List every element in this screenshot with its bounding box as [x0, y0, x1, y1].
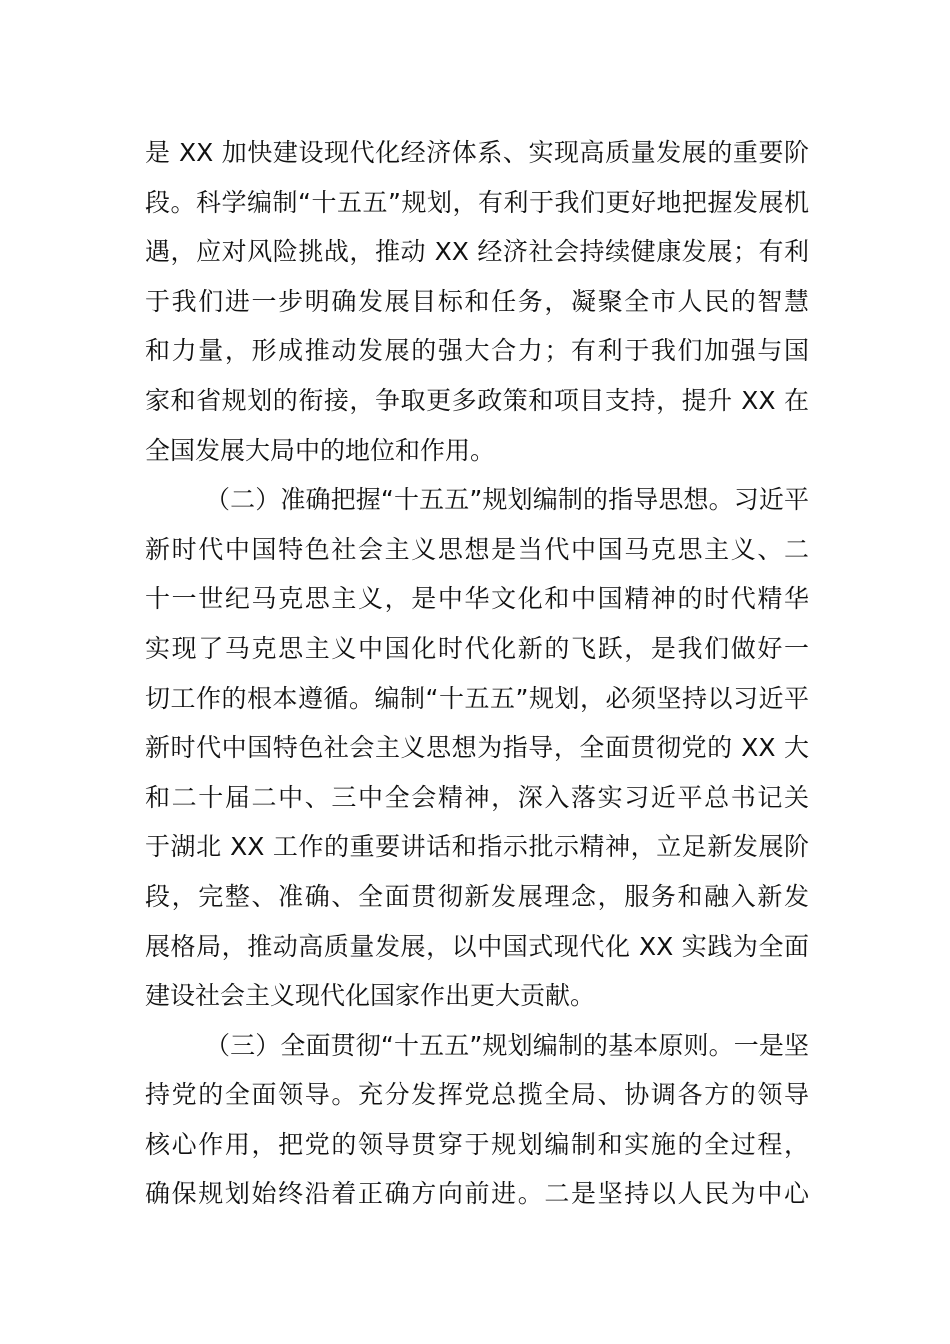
text-line: 新时代中国特色社会主义思想是当代中国马克思主义、二	[145, 534, 809, 564]
text-line: 切工作的根本遵循。编制“十五五”规划，必须坚持以习近平	[145, 683, 809, 713]
text-line: 确保规划始终沿着正确方向前进。二是坚持以人民为中心	[145, 1179, 809, 1209]
paragraph-heading-line: （三）全面贯彻“十五五”规划编制的基本原则。一是坚	[205, 1030, 809, 1060]
text-line: 段。科学编制“十五五”规划，有利于我们更好地把握发展机	[145, 187, 809, 217]
text-line: 实现了马克思主义中国化时代化新的飞跃，是我们做好一	[145, 633, 809, 663]
text-line: 和力量，形成推动发展的强大合力；有利于我们加强与国	[145, 336, 809, 366]
paragraph-heading-line: （二）准确把握“十五五”规划编制的指导思想。习近平	[205, 485, 809, 515]
text-line: 于我们进一步明确发展目标和任务，凝聚全市人民的智慧	[145, 286, 809, 316]
text-line: 核心作用，把党的领导贯穿于规划编制和实施的全过程，	[145, 1129, 809, 1159]
text-line: 十一世纪马克思主义，是中华文化和中国精神的时代精华	[145, 584, 809, 614]
text-line: 展格局，推动高质量发展，以中国式现代化 XX 实践为全面	[145, 931, 809, 961]
text-line: 持党的全面领导。充分发挥党总揽全局、协调各方的领导	[145, 1080, 809, 1110]
text-line: 段，完整、准确、全面贯彻新发展理念，服务和融入新发	[145, 881, 809, 911]
text-line: 建设社会主义现代化国家作出更大贡献。	[145, 981, 596, 1011]
text-line: 是 XX 加快建设现代化经济体系、实现高质量发展的重要阶	[145, 138, 809, 167]
text-line: 家和省规划的衔接，争取更多政策和项目支持，提升 XX 在	[145, 385, 809, 415]
text-line: 新时代中国特色社会主义思想为指导，全面贯彻党的 XX 大	[145, 733, 809, 763]
text-line: 遇，应对风险挑战，推动 XX 经济社会持续健康发展；有利	[145, 237, 809, 267]
text-line: 全国发展大局中的地位和作用。	[145, 435, 496, 465]
text-line: 和二十届二中、三中全会精神，深入落实习近平总书记关	[145, 782, 809, 812]
body-text	[145, 128, 809, 1219]
text-line: 于湖北 XX 工作的重要讲话和指示批示精神，立足新发展阶	[145, 832, 809, 862]
